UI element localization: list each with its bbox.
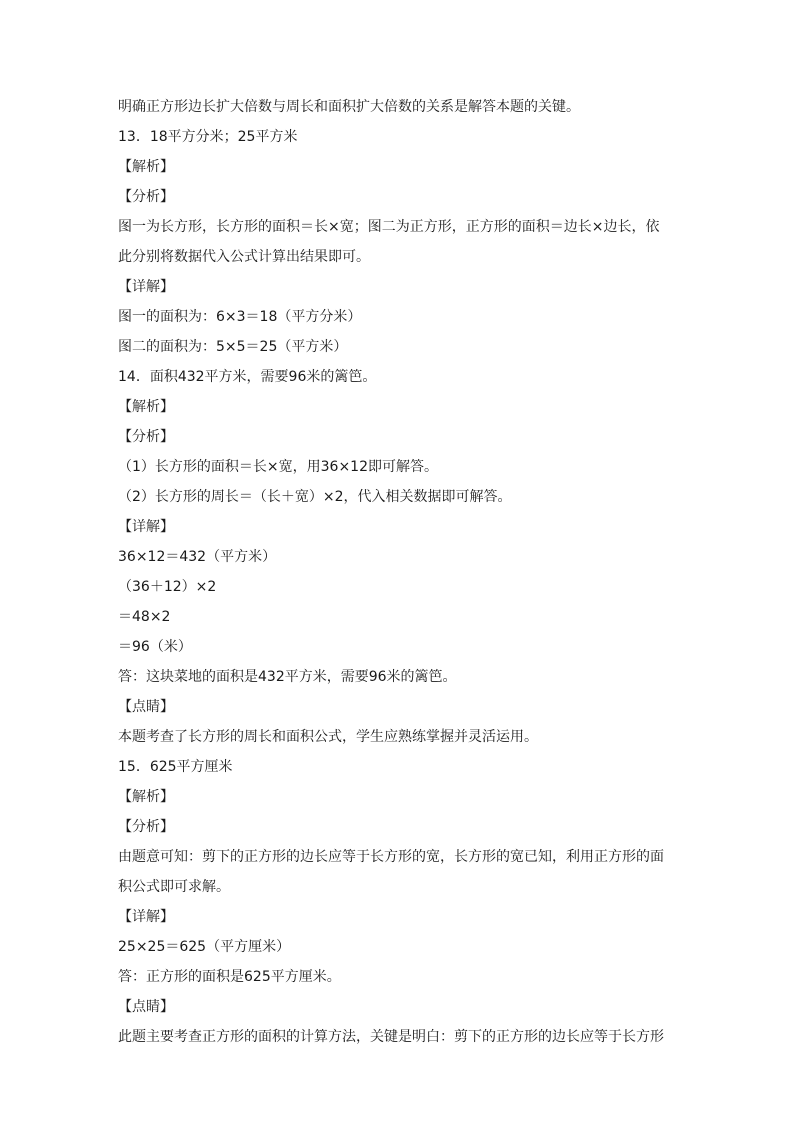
section-label-xiangjie: 【详解】 — [118, 279, 174, 295]
section-label-dianjing: 【点睛】 — [118, 699, 174, 715]
formula-line: （36＋12）×2 — [118, 579, 217, 595]
text-line: 明确正方形边长扩大倍数与周长和面积扩大倍数的关系是解答本题的关键。 — [118, 99, 580, 115]
text-line: 此分别将数据代入公式计算出结果即可。 — [118, 249, 370, 265]
text-line: 由题意可知：剪下的正方形的边长应等于长方形的宽，长方形的宽已知，利用正方形的面 — [118, 849, 664, 865]
section-label-xiangjie: 【详解】 — [118, 909, 174, 925]
text-line: 积公式即可求解。 — [118, 879, 230, 895]
section-label-jiexi: 【解析】 — [118, 789, 174, 805]
section-label-jiexi: 【解析】 — [118, 159, 174, 175]
text-line: （2）长方形的周长＝（长＋宽）×2，代入相关数据即可解答。 — [118, 489, 512, 505]
text-line: 答：这块菜地的面积是432平方米，需要96米的篱笆。 — [118, 669, 457, 685]
formula-line: 25×25＝625（平方厘米） — [118, 939, 291, 955]
section-label-fenxi: 【分析】 — [118, 429, 174, 445]
answer-15-heading: 15．625平方厘米 — [118, 759, 233, 775]
section-label-dianjing: 【点睛】 — [118, 999, 174, 1015]
text-line: 答：正方形的面积是625平方厘米。 — [118, 969, 341, 985]
section-label-fenxi: 【分析】 — [118, 819, 174, 835]
document-body — [118, 92, 688, 1052]
text-line: 图一为长方形，长方形的面积＝长×宽；图二为正方形，正方形的面积＝边长×边长，依 — [118, 219, 660, 235]
answer-13-heading: 13．18平方分米；25平方米 — [118, 129, 298, 145]
section-label-jiexi: 【解析】 — [118, 399, 174, 415]
text-line: 此题主要考查正方形的面积的计算方法，关键是明白：剪下的正方形的边长应等于长方形 — [118, 1029, 664, 1045]
section-label-xiangjie: 【详解】 — [118, 519, 174, 535]
text-line: （1）长方形的面积＝长×宽，用36×12即可解答。 — [118, 459, 438, 475]
formula-line: 36×12＝432（平方米） — [118, 549, 277, 565]
formula-line: ＝96（米） — [118, 639, 192, 655]
text-line: 本题考查了长方形的周长和面积公式，学生应熟练掌握并灵活运用。 — [118, 729, 538, 745]
answer-14-heading: 14．面积432平方米，需要96米的篱笆。 — [118, 369, 377, 385]
section-label-fenxi: 【分析】 — [118, 189, 174, 205]
formula-line: ＝48×2 — [118, 609, 171, 625]
text-line: 图二的面积为：5×5＝25（平方米） — [118, 339, 348, 355]
text-line: 图一的面积为：6×3＝18（平方分米） — [118, 309, 362, 325]
